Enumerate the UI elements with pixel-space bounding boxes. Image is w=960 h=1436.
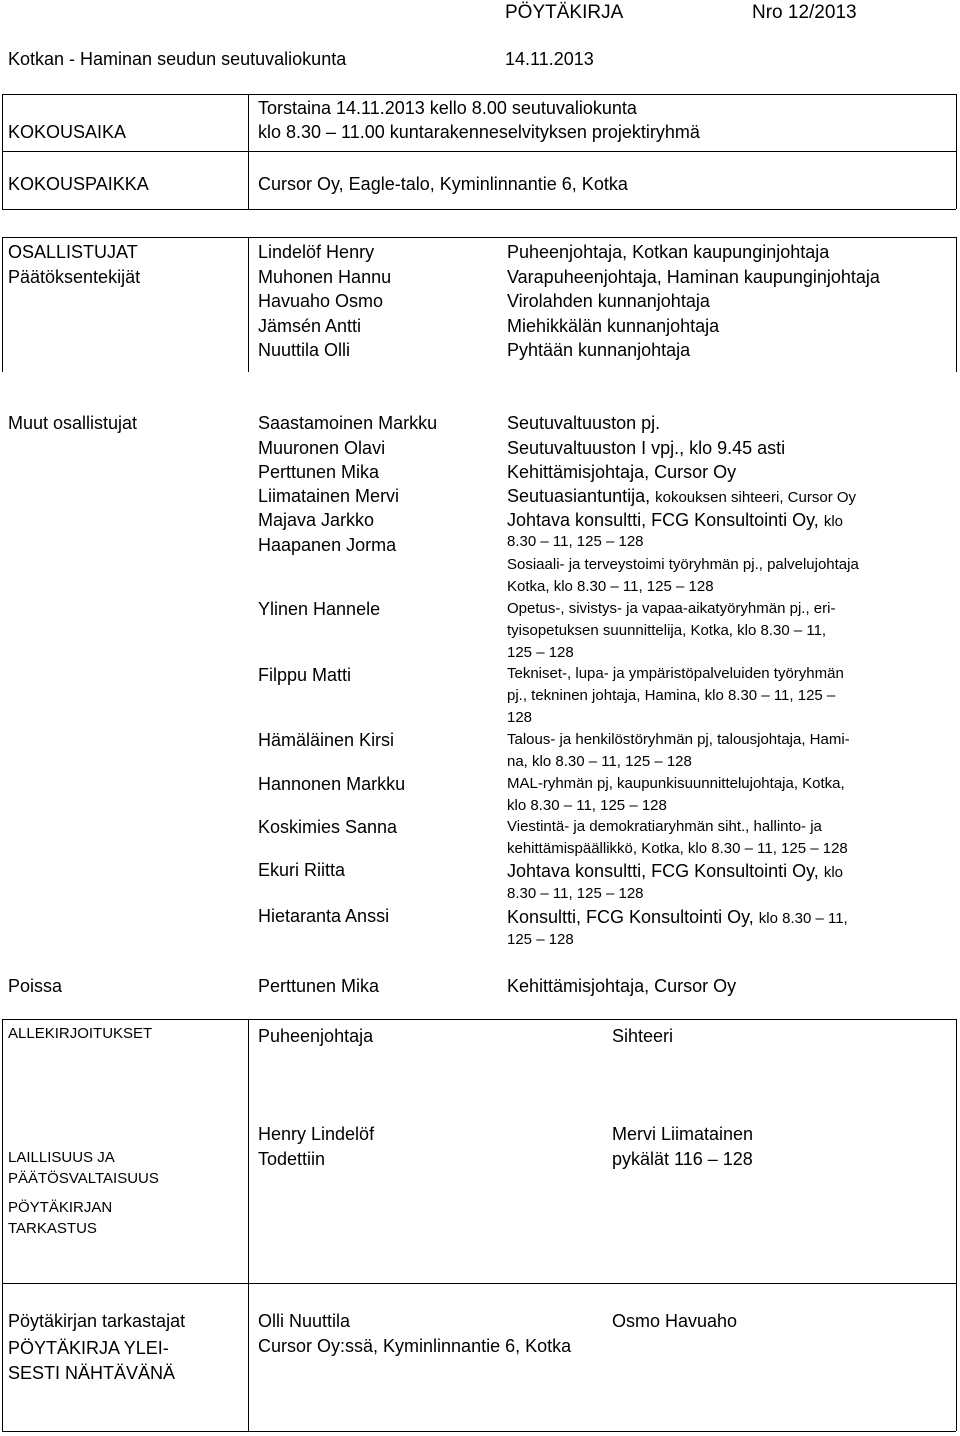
list-item: Varapuheenjohtaja, Haminan kaupunginjohtaja xyxy=(507,266,880,287)
decision-makers-roles xyxy=(507,240,880,363)
secretary-name: Mervi Liimatainen xyxy=(612,1124,754,1144)
divider xyxy=(2,151,956,152)
laillisuus-label-line2: PÄÄTÖSVALTAISUUS xyxy=(8,1170,159,1187)
role-text: tyisopetuksen suunnittelija, Kotka, klo 8.30 – 11, xyxy=(507,622,827,639)
role-text: Seutuvaltuuston pj. xyxy=(507,413,661,433)
tarkastaja-2: Osmo Havuaho xyxy=(612,1311,738,1331)
role-text: Kehittämisjohtaja, Cursor Oy xyxy=(507,462,737,482)
tarkastus-label-line1: PÖYTÄKIRJAN xyxy=(8,1199,113,1216)
list-item: Hämäläinen Kirsi xyxy=(258,730,395,750)
allekirjoitukset-label: ALLEKIRJOITUKSET xyxy=(8,1025,153,1042)
poissa-role: Kehittämisjohtaja, Cursor Oy xyxy=(507,976,737,996)
divider xyxy=(2,1431,956,1432)
doc-number: Nro 12/2013 xyxy=(752,2,857,23)
tarkastajat-label: Pöytäkirjan tarkastajat xyxy=(8,1311,186,1331)
role-text: 8.30 – 11, 125 – 128 xyxy=(507,885,644,902)
divider xyxy=(956,237,957,372)
secretary-title: Sihteeri xyxy=(612,1026,674,1046)
role-text: 128 xyxy=(507,709,533,726)
divider xyxy=(2,237,3,372)
list-item: Havuaho Osmo xyxy=(258,291,384,311)
divider xyxy=(2,1283,956,1284)
divider xyxy=(956,1019,957,1283)
role-text-part: klo xyxy=(823,513,843,530)
doc-type: PÖYTÄKIRJA xyxy=(505,2,624,23)
divider xyxy=(956,94,957,209)
role-text xyxy=(507,510,843,531)
list-item: Majava Jarkko xyxy=(258,510,375,530)
list-item: Koskimies Sanna xyxy=(258,817,398,837)
list-item: Liimatainen Mervi xyxy=(258,486,400,506)
tarkastaja-1: Olli Nuuttila xyxy=(258,1311,351,1331)
decision-makers-names xyxy=(258,240,391,363)
poissa-name: Perttunen Mika xyxy=(258,976,380,996)
role-text: kehittämispäällikkö, Kotka, klo 8.30 – 11, 125 – 128 xyxy=(507,840,848,857)
role-text-part: Konsultti, FCG Konsultointi Oy, xyxy=(507,907,759,927)
role-text: Talous- ja henkilöstöryhmän pj, talousjohtaja, Hami- xyxy=(507,731,850,748)
role-text: 125 – 128 xyxy=(507,644,574,661)
nahtavana-value: Cursor Oy:ssä, Kyminlinnantie 6, Kotka xyxy=(258,1336,572,1356)
muut-label: Muut osallistujat xyxy=(8,413,138,433)
list-item: Jämsén Antti xyxy=(258,315,362,336)
kokousaika-label: KOKOUSAIKA xyxy=(8,122,127,142)
divider xyxy=(2,1019,956,1020)
divider xyxy=(248,1283,249,1431)
divider xyxy=(248,1019,249,1283)
kokousaika-line1: Torstaina 14.11.2013 kello 8.00 seutuvaliokunta xyxy=(258,98,637,118)
role-text-part: Johtava konsultti, FCG Konsultointi Oy, xyxy=(507,510,824,530)
role-text: Viestintä- ja demokratiaryhmän siht., hallinto- ja xyxy=(507,818,822,835)
tarkastus-label-line2: TARKASTUS xyxy=(8,1220,97,1237)
list-item: Nuuttila Olli xyxy=(258,340,351,360)
list-item: Puheenjohtaja, Kotkan kaupunginjohtaja xyxy=(507,242,830,262)
laillisuus-label xyxy=(8,1147,159,1189)
role-text: Opetus-, sivistys- ja vapaa-aikatyöryhmän pj., eri- xyxy=(507,600,836,617)
list-item: Virolahden kunnanjohtaja xyxy=(507,291,710,311)
list-item: Ekuri Riitta xyxy=(258,860,346,880)
role-text: Sosiaali- ja terveystoimi työryhmän pj., palvelujohtaja xyxy=(507,556,859,573)
divider xyxy=(2,209,956,210)
header-date: 14.11.2013 xyxy=(505,49,594,69)
list-item: Hannonen Markku xyxy=(258,774,406,794)
divider xyxy=(956,1283,957,1431)
divider xyxy=(2,1283,3,1431)
kokousaika-line2: klo 8.30 – 11.00 kuntarakenneselvityksen projektiryhmä xyxy=(258,122,700,142)
divider xyxy=(2,1019,3,1283)
role-text: MAL-ryhmän pj, kaupunkisuunnittelujohtaja, Kotka, xyxy=(507,775,845,792)
list-item: Haapanen Jorma xyxy=(258,535,397,555)
role-text xyxy=(507,861,843,882)
organization: Kotkan - Haminan seudun seutuvaliokunta xyxy=(8,49,347,69)
chair-title: Puheenjohtaja xyxy=(258,1026,374,1046)
osallistujat-labels xyxy=(8,240,140,289)
role-text: 125 – 128 xyxy=(507,931,574,948)
role-text: Tekniset-, lupa- ja ympäristöpalveluiden työryhmän xyxy=(507,665,844,682)
divider xyxy=(2,94,956,95)
nahtavana-label xyxy=(8,1336,175,1386)
role-text: pj., tekninen johtaja, Hamina, klo 8.30 – 11, 125 – xyxy=(507,687,836,704)
nahtavana-label-line1: PÖYTÄKIRJA YLEI- xyxy=(8,1338,169,1358)
list-item: Pyhtään kunnanjohtaja xyxy=(507,340,691,360)
list-item: Miehikkälän kunnanjohtaja xyxy=(507,315,720,336)
list-item: Muuronen Olavi xyxy=(258,438,386,458)
paatoksentekijat-label: Päätöksentekijät xyxy=(8,266,141,287)
list-item: Muhonen Hannu xyxy=(258,266,392,287)
role-text: 8.30 – 11, 125 – 128 xyxy=(507,533,644,550)
divider xyxy=(2,94,3,209)
kokouspaikka-value: Cursor Oy, Eagle-talo, Kyminlinnantie 6, Kotka xyxy=(258,174,628,194)
pykalat-text: pykälät 116 – 128 xyxy=(612,1149,753,1169)
role-text-part: klo xyxy=(823,864,843,881)
list-item: Saastamoinen Markku xyxy=(258,413,438,433)
role-text-part: kokouksen sihteeri, Cursor Oy xyxy=(655,489,857,506)
list-item: Ylinen Hannele xyxy=(258,599,381,619)
todettiin-text: Todettiin xyxy=(258,1149,326,1169)
divider xyxy=(248,94,249,209)
kokouspaikka-label: KOKOUSPAIKKA xyxy=(8,174,149,194)
list-item: Filppu Matti xyxy=(258,665,352,685)
laillisuus-label-line1: LAILLISUUS JA xyxy=(8,1149,115,1166)
osallistujat-label: OSALLISTUJAT xyxy=(8,242,138,262)
role-text: Seutuvaltuuston I vpj., klo 9.45 asti xyxy=(507,438,786,458)
divider xyxy=(2,237,956,238)
role-text xyxy=(507,486,856,507)
role-text-part: Johtava konsultti, FCG Konsultointi Oy, xyxy=(507,861,824,881)
list-item: Lindelöf Henry xyxy=(258,242,375,262)
role-text-part: klo 8.30 – 11, xyxy=(758,910,848,927)
divider xyxy=(248,237,249,372)
role-text: na, klo 8.30 – 11, 125 – 128 xyxy=(507,753,692,770)
chair-name: Henry Lindelöf xyxy=(258,1124,375,1144)
list-item: Hietaranta Anssi xyxy=(258,906,390,926)
role-text xyxy=(507,907,848,928)
tarkastus-label xyxy=(8,1197,112,1239)
nahtavana-label-line2: SESTI NÄHTÄVÄNÄ xyxy=(8,1363,176,1383)
role-text-part: Seutuasiantuntija, xyxy=(507,486,656,506)
poissa-label: Poissa xyxy=(8,976,63,996)
role-text: Kotka, klo 8.30 – 11, 125 – 128 xyxy=(507,578,714,595)
list-item: Perttunen Mika xyxy=(258,462,380,482)
role-text: klo 8.30 – 11, 125 – 128 xyxy=(507,797,667,814)
